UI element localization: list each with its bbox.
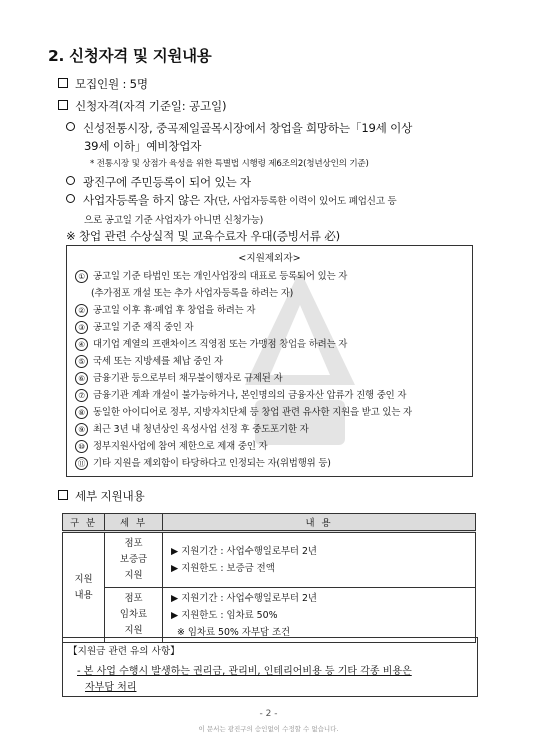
table-header-cell: 세 부 [105, 514, 163, 532]
exclusion-item [75, 319, 193, 334]
table-row [63, 588, 476, 643]
exclusion-item-text: 공고일 이후 휴·폐업 후 창업을 하려는 자 [93, 305, 256, 316]
criterion-3-text: 사업자등록을 하지 않은 자 [83, 193, 215, 207]
criterion-1-note: * 전통시장 및 상점가 육성을 위한 특별법 시행령 제6조의2(청년상인의 기준) [90, 159, 369, 169]
caution-box [62, 637, 478, 697]
support-table [62, 513, 476, 643]
content-cell [163, 532, 476, 588]
square-bullet-icon [58, 78, 68, 88]
square-bullet-icon [58, 100, 68, 110]
content-line: ▶ 지원기간 : 사업수행일로부터 2년 [171, 592, 317, 604]
number-icon: ⑦ [75, 389, 88, 402]
page-number: - 2 - [259, 709, 278, 719]
recruit-line [58, 76, 148, 92]
eligibility-label: 신청자격 [75, 99, 119, 113]
exclusion-item-text: 최근 3년 내 청년상인 육성사업 선정 후 중도포기한 자 [93, 424, 309, 435]
circle-bullet-icon [66, 122, 75, 131]
exclusion-item-text: 동일한 아이디어로 정부, 지방자치단체 등 창업 관련 유사한 지원을 받고 있는 자 [93, 407, 412, 418]
table-header-cell: 구 분 [63, 514, 105, 532]
criterion-1-line2: 39세 이하」예비창업자 [84, 139, 202, 153]
criterion-1-line1 [66, 120, 412, 136]
number-icon: ④ [75, 338, 88, 351]
table-header-cell: 내 용 [163, 514, 476, 532]
content-line: ※ 임차료 50% 자부담 조건 [177, 626, 291, 638]
exclusion-item-text: (추가점포 개설 또는 추가 사업자등록을 하려는 자) [91, 288, 294, 299]
row-label-cell: 점포 보증금 지원 [105, 532, 163, 588]
number-icon: ⑥ [75, 372, 88, 385]
number-icon: ⑧ [75, 406, 88, 419]
number-icon: ① [75, 270, 88, 283]
table-row [63, 532, 476, 588]
exclusion-item-text: 대기업 계열의 프랜차이즈 직영점 또는 가맹점 창업을 하려는 자 [93, 339, 348, 350]
section-heading: 2. 신청자격 및 지원내용 [48, 47, 212, 65]
exclusion-item-text: 금융기관 계좌 개설이 불가능하거나, 본인명의의 금융자산 압류가 진행 중인 자 [93, 390, 407, 401]
circle-bullet-icon [66, 194, 75, 203]
exclusion-item-text: 기타 지원을 제외함이 타당하다고 인정되는 자(위법행위 등) [93, 458, 331, 469]
bonus-line: ※ 창업 관련 수상실적 및 교육수료자 우대(증빙서류 必) [66, 229, 340, 243]
number-icon: ② [75, 304, 88, 317]
eligibility-sub: (자격 기준일: 공고일) [119, 99, 227, 113]
criterion-3-sub: (단, 사업자등록한 이력이 있어도 폐업신고 등 [214, 196, 397, 207]
content-cell [163, 588, 476, 643]
content-line: ▶ 지원기간 : 사업수행일로부터 2년 [171, 546, 317, 557]
watermark-logo-icon [225, 265, 375, 455]
criterion-1-text: 신성전통시장, 중곡제일골목시장에서 창업을 희망하는「19세 이상 [83, 121, 413, 135]
exclusion-item-text: 정부지원사업에 참여 제한으로 제재 중인 자 [93, 441, 268, 452]
recruit-text: 모집인원 : 5명 [75, 77, 148, 91]
caution-line: - 본 사업 수행시 발생하는 권리금, 관리비, 인테리어비용 등 기타 각종 비용은 [77, 666, 412, 677]
detail-heading-text: 세부 지원내용 [75, 489, 145, 503]
content-line: ▶ 지원한도 : 보증금 전액 [171, 563, 275, 574]
exclusion-item-text: 공고일 기준 타법인 또는 개인사업장의 대표로 등록되어 있는 자 [93, 271, 348, 282]
copyright-footer: 이 문서는 광진구의 승인없이 수정할 수 없습니다. [198, 725, 339, 733]
exclusion-item-text: 금융기관 등으로부터 채무불이행자로 규제된 자 [93, 373, 283, 384]
number-icon: ⑤ [75, 355, 88, 368]
criterion-3-line2: 으로 공고일 기준 사업자가 아니면 신청가능) [84, 215, 264, 226]
circle-bullet-icon [66, 176, 75, 185]
category-cell: 지원 내용 [63, 532, 105, 643]
caution-line: 자부담 처리 [85, 682, 137, 693]
criterion-2 [66, 174, 251, 190]
criterion-3-line1 [66, 192, 396, 208]
row-label-cell: 점포 임차료 지원 [105, 588, 163, 643]
content-line: ▶ 지원한도 : 임차료 50% [171, 609, 278, 621]
table-header-row [63, 514, 476, 532]
criterion-2-text: 광진구에 주민등록이 되어 있는 자 [83, 175, 251, 189]
caution-title: 【지원금 관련 유의 사항】 [68, 646, 180, 657]
exclusion-item [75, 455, 331, 470]
number-icon: ⑨ [75, 423, 88, 436]
number-icon: ⑩ [75, 440, 88, 453]
exclusion-item [75, 353, 223, 368]
number-icon: ③ [75, 321, 88, 334]
number-icon: ⑪ [75, 457, 88, 470]
eligibility-heading [58, 98, 226, 114]
exclusion-item-text: 공고일 기준 재직 중인 자 [93, 322, 194, 333]
exclusion-item-text: 국세 또는 지방세를 체납 중인 자 [93, 356, 223, 367]
detail-heading [58, 488, 144, 504]
square-bullet-icon [58, 490, 68, 500]
exclusion-header: <지원제외자> [238, 253, 301, 264]
